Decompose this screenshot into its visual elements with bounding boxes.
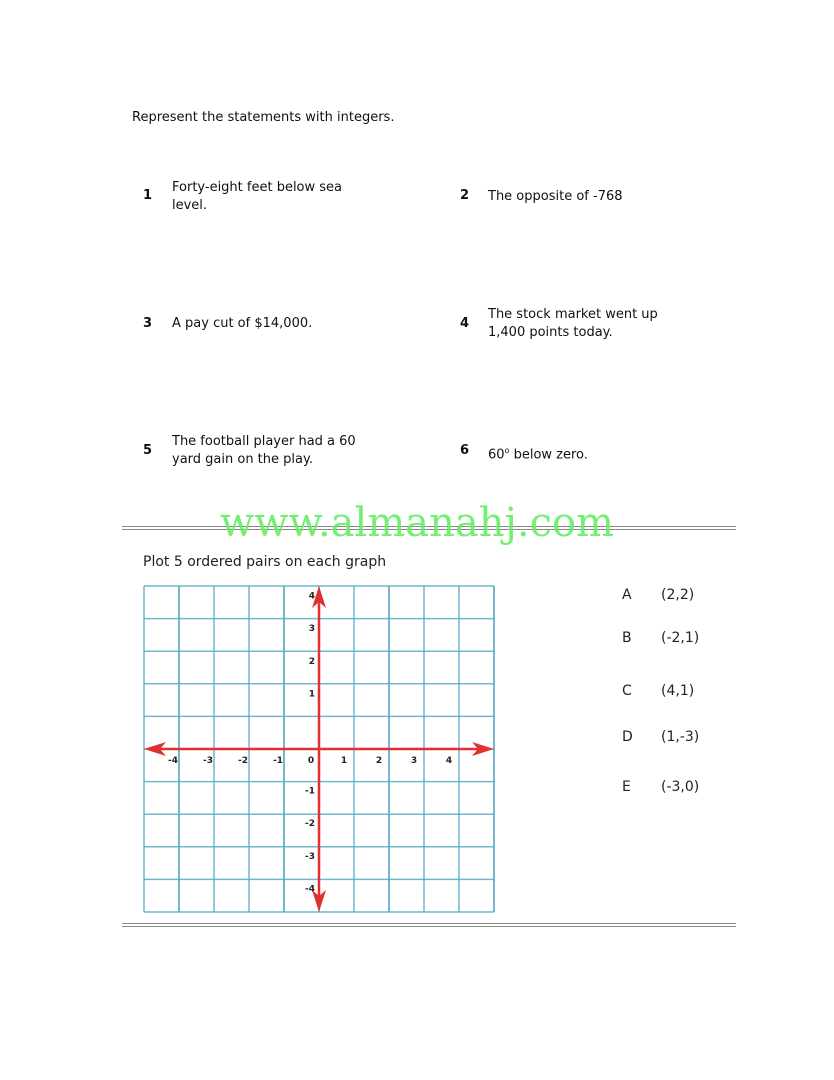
statement-text: A pay cut of $14,000.	[172, 316, 313, 331]
y-tick-label: -2	[305, 819, 315, 830]
y-tick-label: 1	[308, 689, 315, 700]
x-tick-label: -4	[168, 756, 178, 766]
pair-value: (-3,0)	[661, 779, 700, 795]
coordinate-grid[interactable]	[140, 582, 500, 916]
pair-label: D	[622, 729, 633, 745]
divider	[122, 923, 736, 927]
pair-value: (1,-3)	[661, 729, 700, 745]
statement-number: 3	[143, 316, 153, 331]
x-tick-label: -3	[203, 756, 213, 766]
y-tick-label: -1	[305, 786, 315, 797]
statement-text: The football player had a 60 yard gain on the play.	[172, 434, 356, 467]
y-tick-label: 4	[308, 591, 315, 602]
statement-text: Forty-eight feet below sea level.	[172, 180, 343, 213]
statement-text: The stock market went up 1,400 points today.	[488, 307, 658, 340]
plot-heading: Plot 5 ordered pairs on each graph	[143, 554, 387, 570]
x-tick-label: 1	[340, 756, 348, 766]
pair-label: B	[622, 630, 632, 646]
x-tick-label: 2	[375, 756, 383, 766]
statement-number: 4	[460, 316, 470, 331]
y-tick-label: -3	[305, 851, 315, 862]
statement-number: 2	[460, 188, 470, 203]
watermark: www.almanahj.com	[220, 500, 615, 546]
pair-value: (4,1)	[661, 683, 695, 699]
pair-value: (-2,1)	[661, 630, 700, 646]
x-tick-label: -1	[273, 756, 283, 766]
pair-label: A	[622, 587, 632, 603]
x-tick-label: 3	[410, 756, 418, 766]
pair-value: (2,2)	[661, 587, 695, 603]
statement-text: The opposite of -768	[488, 189, 623, 204]
instructions: Represent the statements with integers.	[132, 110, 395, 125]
x-tick-label: 4	[445, 756, 453, 766]
y-tick-label: -4	[305, 884, 315, 895]
statement-number: 5	[143, 443, 153, 458]
pair-label: C	[622, 683, 632, 699]
pair-label: E	[622, 779, 631, 795]
statement-number: 1	[143, 188, 153, 203]
x-tick-label: -2	[238, 756, 248, 766]
statement-text: 60$^o$ below zero.	[488, 446, 588, 463]
x-tick-label: 0	[307, 756, 315, 766]
y-tick-label: 3	[308, 624, 315, 635]
y-tick-label: 2	[308, 656, 315, 667]
statement-number: 6	[460, 443, 470, 458]
